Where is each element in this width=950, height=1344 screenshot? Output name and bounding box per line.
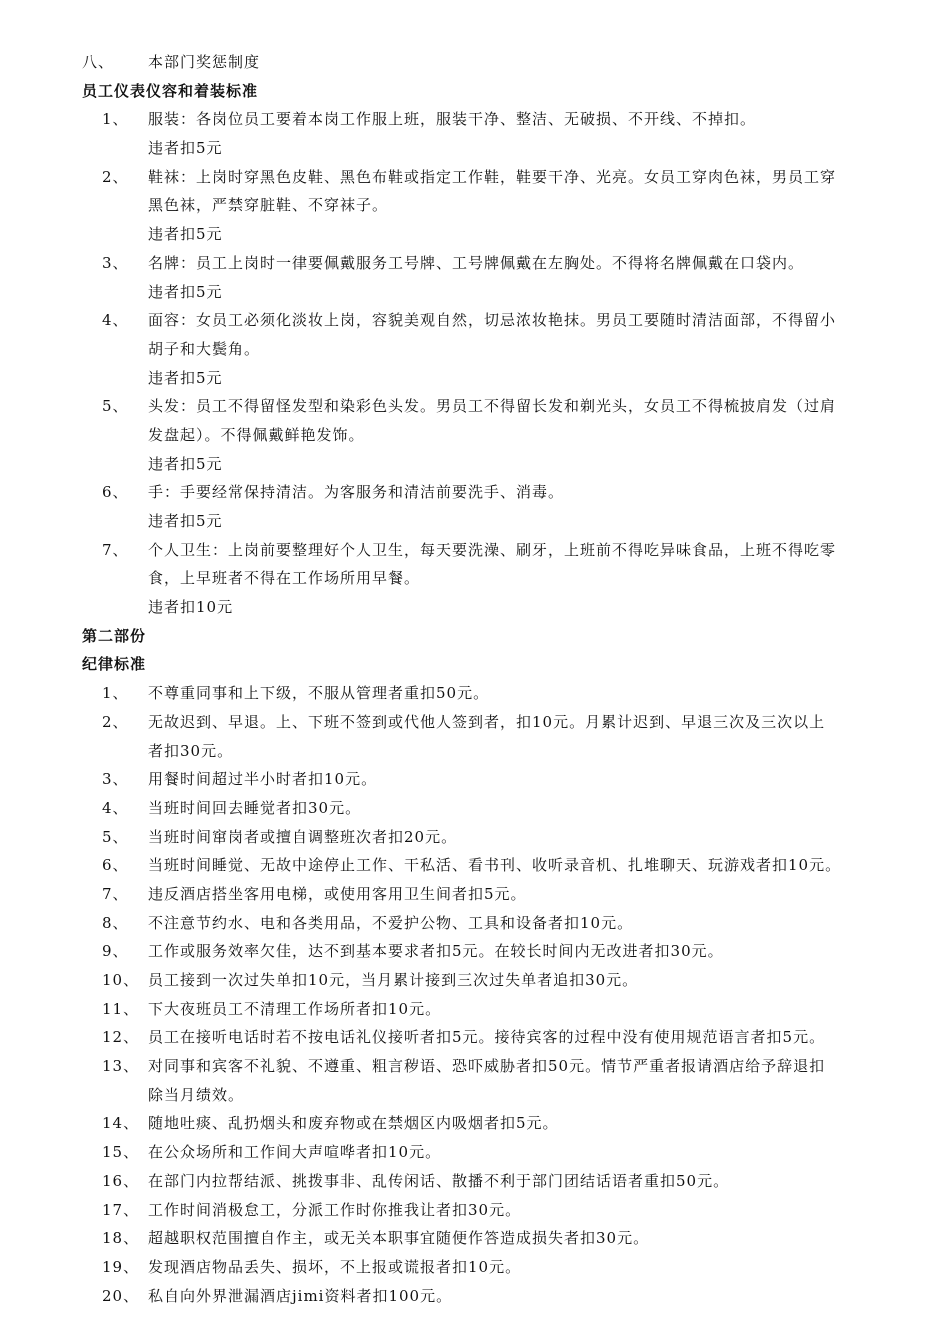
- rule-text: 员工接到一次过失单扣10元，当月累计接到三次过失单者追扣30元。: [148, 971, 639, 989]
- document-body: [82, 48, 872, 1310]
- rule-item: [82, 105, 872, 162]
- rule-first-line: [82, 1052, 872, 1081]
- rule-penalty: 违者扣5元: [148, 368, 223, 387]
- rule-number: 2、: [102, 712, 129, 731]
- rule-first-line: [82, 1196, 872, 1225]
- rule-item: [82, 1109, 872, 1138]
- rule-penalty: 违者扣5元: [148, 225, 223, 244]
- rule-text: 当班时间回去睡觉者扣30元。: [148, 798, 362, 817]
- rule-number: 6、: [102, 856, 129, 875]
- rule-text-continued: 者扣30元。: [148, 741, 234, 760]
- rule-item: [82, 995, 872, 1024]
- rule-penalty: 违者扣5元: [148, 454, 223, 473]
- rule-item: [82, 851, 872, 880]
- rule-number: 10、: [102, 971, 140, 989]
- section-heading-appearance: 员工仪表仪容和着装标准: [82, 81, 259, 100]
- rule-item: [82, 909, 872, 938]
- rule-item: [82, 1282, 872, 1311]
- rule-number: 8、: [102, 913, 129, 932]
- rule-item: [82, 392, 872, 478]
- rule-first-line: [82, 105, 872, 134]
- rule-number: 6、: [102, 483, 129, 502]
- rule-item: [82, 1052, 872, 1109]
- rule-text-continued: 黑色袜，严禁穿脏鞋、不穿袜子。: [148, 196, 389, 215]
- rule-number: 5、: [102, 397, 129, 416]
- rule-text: 对同事和宾客不礼貌、不遵重、粗言秽语、恐吓威胁者扣50元。情节严重者报请酒店给予辞退扣: [148, 1057, 826, 1076]
- rule-text: 无故迟到、早退。上、下班不签到或代他人签到者，扣10元。月累计迟到、早退三次及三次以上: [148, 712, 826, 731]
- rule-text-continued: 除当月绩效。: [148, 1085, 245, 1104]
- rule-text: 服装：各岗位员工要着本岗工作服上班，服装干净、整洁、无破损、不开线、不掉扣。: [148, 110, 757, 129]
- rule-number: 13、: [102, 1057, 140, 1076]
- rule-item: [82, 794, 872, 823]
- rule-first-line: [82, 536, 872, 565]
- rule-number: 7、: [102, 540, 129, 559]
- rule-number: 5、: [102, 827, 129, 846]
- rule-number: 19、: [102, 1257, 140, 1276]
- rule-text: 名牌：员工上岗时一律要佩戴服务工号牌、工号牌佩戴在左胸处。不得将名牌佩戴在口袋内。: [148, 253, 805, 272]
- rule-item: [82, 1224, 872, 1253]
- rule-text: 当班时间窜岗者或擅自调整班次者扣20元。: [148, 827, 458, 846]
- rule-number: 1、: [102, 684, 129, 703]
- rule-first-line: [82, 708, 872, 737]
- rule-item: [82, 880, 872, 909]
- rule-number: 16、: [102, 1171, 140, 1190]
- rule-first-line: [82, 937, 872, 966]
- appearance-rules-list: [82, 105, 872, 621]
- rule-number: 15、: [102, 1143, 140, 1162]
- rule-text: 不尊重同事和上下级，不服从管理者重扣50元。: [148, 684, 490, 703]
- rule-text-continued: 发盘起）。不得佩戴鲜艳发饰。: [148, 425, 365, 444]
- rule-text: 下大夜班员工不清理工作场所者扣10元。: [148, 999, 442, 1018]
- rule-number: 4、: [102, 311, 129, 330]
- rule-first-line: [82, 995, 872, 1024]
- rule-item: [82, 937, 872, 966]
- rule-number: 7、: [102, 884, 129, 903]
- rule-text: 不注意节约水、电和各类用品，不爱护公物、工具和设备者扣10元。: [148, 913, 634, 932]
- discipline-rules-list: [82, 679, 872, 1310]
- rule-first-line: [82, 966, 872, 995]
- rule-text-continued: 食，上早班者不得在工作场所用早餐。: [148, 569, 421, 588]
- rule-text: 当班时间睡觉、无故中途停止工作、干私活、看书刊、收听录音机、扎堆聊天、玩游戏者扣10元。: [148, 856, 842, 875]
- rule-number: 17、: [102, 1200, 140, 1219]
- rule-first-line: [82, 1167, 872, 1196]
- rule-text: 超越职权范围擅自作主，或无关本职事宜随便作答造成损失者扣30元。: [148, 1229, 650, 1248]
- rule-text: 用餐时间超过半小时者扣10元。: [148, 770, 378, 789]
- rule-text: 工作或服务效率欠佳，达不到基本要求者扣5元。在较长时间内无改进者扣30元。: [148, 942, 724, 961]
- rule-first-line: [82, 765, 872, 794]
- rule-number: 3、: [102, 770, 129, 789]
- rule-text: 员工在接听电话时若不按电话礼仪接听者扣5元。接待宾客的过程中没有使用规范语言者扣5元。: [148, 1028, 826, 1047]
- rule-text: 在公众场所和工作间大声喧哗者扣10元。: [148, 1143, 442, 1162]
- rule-first-line: [82, 163, 872, 192]
- chapter-heading: [82, 48, 872, 77]
- rule-text: 个人卫生：上岗前要整理好个人卫生，每天要洗澡、刷牙，上班前不得吃异味食品，上班不得吃零: [148, 540, 837, 559]
- rule-first-line: [82, 306, 872, 335]
- rule-item: [82, 679, 872, 708]
- rule-number: 1、: [102, 110, 129, 129]
- rule-item: [82, 249, 872, 306]
- rule-text: 头发：员工不得留怪发型和染彩色头发。男员工不得留长发和剃光头，女员工不得梳披肩发（过肩: [148, 397, 837, 416]
- rule-penalty: 违者扣5元: [148, 282, 223, 301]
- rule-first-line: [82, 909, 872, 938]
- rule-first-line: [82, 1109, 872, 1138]
- rule-text: 在部门内拉帮结派、挑拨事非、乱传闲话、散播不利于部门团结话语者重扣50元。: [148, 1171, 730, 1190]
- rule-first-line: [82, 851, 872, 880]
- rule-number: 14、: [102, 1114, 140, 1133]
- rule-first-line: [82, 478, 872, 507]
- rule-item: [82, 478, 872, 535]
- rule-item: [82, 966, 872, 995]
- rule-text: 面容：女员工必须化淡妆上岗，容貌美观自然，切忌浓妆艳抹。男员工要随时清洁面部，不得留小: [148, 311, 837, 330]
- rule-text: 发现酒店物品丢失、损坏，不上报或谎报者扣10元。: [148, 1257, 522, 1276]
- rule-text: 私自向外界泄漏酒店jimi资料者扣100元。: [148, 1286, 453, 1305]
- rule-text: 违反酒店搭坐客用电梯，或使用客用卫生间者扣5元。: [148, 884, 527, 903]
- rule-number: 3、: [102, 253, 129, 272]
- rule-text: 鞋袜：上岗时穿黑色皮鞋、黑色布鞋或指定工作鞋，鞋要干净、光亮。女员工穿肉色袜，男员工穿: [148, 167, 837, 186]
- rule-item: [82, 163, 872, 249]
- part-heading: 第二部份: [82, 626, 147, 645]
- rule-text: 工作时间消极怠工，分派工作时你推我让者扣30元。: [148, 1200, 522, 1219]
- rule-penalty: 违者扣5元: [148, 512, 223, 530]
- rule-first-line: [82, 823, 872, 852]
- chapter-number: 八、: [82, 53, 115, 71]
- rule-text: 随地吐痰、乱扔烟头和废弃物或在禁烟区内吸烟者扣5元。: [148, 1114, 559, 1133]
- rule-item: [82, 536, 872, 622]
- rule-item: [82, 306, 872, 392]
- rule-first-line: [82, 679, 872, 708]
- rule-number: 11、: [102, 999, 140, 1018]
- rule-first-line: [82, 880, 872, 909]
- rule-number: 18、: [102, 1229, 140, 1248]
- rule-item: [82, 1167, 872, 1196]
- rule-first-line: [82, 1253, 872, 1282]
- rule-first-line: [82, 794, 872, 823]
- rule-item: [82, 1253, 872, 1282]
- rule-item: [82, 1196, 872, 1225]
- rule-first-line: [82, 1023, 872, 1052]
- rule-number: 12、: [102, 1028, 140, 1047]
- section-heading-discipline: 纪律标准: [82, 655, 147, 674]
- rule-number: 2、: [102, 167, 129, 186]
- rule-first-line: [82, 249, 872, 278]
- rule-text-continued: 胡子和大鬓角。: [148, 339, 261, 358]
- rule-penalty: 违者扣10元: [148, 598, 234, 617]
- rule-item: [82, 1138, 872, 1167]
- rule-number: 9、: [102, 942, 129, 961]
- rule-number: 4、: [102, 798, 129, 817]
- rule-item: [82, 765, 872, 794]
- rule-penalty: 违者扣5元: [148, 139, 223, 158]
- rule-first-line: [82, 1282, 872, 1311]
- rule-item: [82, 1023, 872, 1052]
- rule-first-line: [82, 392, 872, 421]
- rule-first-line: [82, 1224, 872, 1253]
- rule-first-line: [82, 1138, 872, 1167]
- rule-item: [82, 823, 872, 852]
- rule-item: [82, 708, 872, 765]
- chapter-title: 本部门奖惩制度: [148, 53, 261, 71]
- rule-number: 20、: [102, 1286, 140, 1305]
- rule-text: 手：手要经常保持清洁。为客服务和清洁前要洗手、消毒。: [148, 483, 565, 502]
